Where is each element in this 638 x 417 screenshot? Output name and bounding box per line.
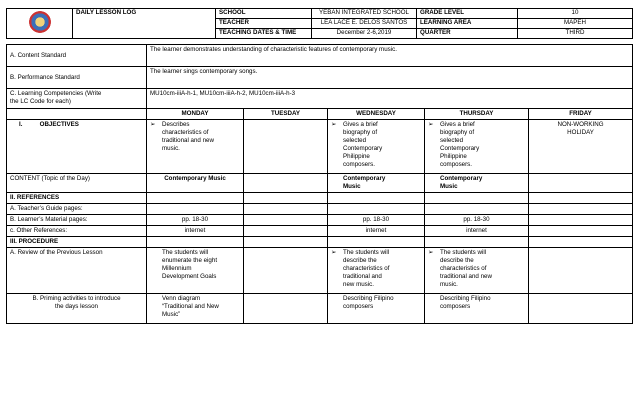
- bullet-arrow-icon: ➢: [331, 249, 337, 256]
- review-line: Development Goals: [162, 273, 217, 280]
- bullet-arrow-icon: ➢: [428, 121, 434, 128]
- review-line: enumerate the eight: [162, 257, 218, 264]
- priming-thursday: [425, 294, 529, 324]
- lm-pages-monday: pp. 18-30: [147, 215, 244, 226]
- priming-line: Describing Filipino: [343, 295, 394, 302]
- review-line: music.: [440, 281, 458, 288]
- teaching-dates-value: December 2-6,2019: [312, 29, 417, 39]
- holiday-line: HOLIDAY: [567, 129, 594, 136]
- competencies-label-line1: C. Learning Competencies (Write: [10, 90, 102, 97]
- bullet-arrow-icon: ➢: [150, 121, 156, 128]
- review-line: describe the: [440, 257, 474, 264]
- review-line: describe the: [343, 257, 377, 264]
- bullet-arrow-icon: ➢: [428, 249, 434, 256]
- references-heading: II. REFERENCES: [7, 193, 147, 204]
- learning-area-value: MAPEH: [518, 19, 633, 29]
- review-tuesday: [244, 248, 328, 294]
- grade-level-value: 10: [518, 9, 633, 19]
- objective-line: selected: [440, 137, 464, 144]
- content-monday: Contemporary Music: [147, 174, 244, 193]
- objective-line: Contemporary: [343, 145, 383, 152]
- review-wednesday: [328, 248, 425, 294]
- content-tuesday: [244, 174, 328, 193]
- content-friday: [529, 174, 633, 193]
- priming-line: Music”: [162, 311, 181, 318]
- teacher-guide-label: A. Teacher’s Guide pages:: [7, 204, 147, 215]
- day-header-friday: FRIDAY: [529, 109, 633, 120]
- objective-line: Gives a brief: [343, 121, 378, 128]
- performance-standard-label: B. Performance Standard: [7, 67, 147, 89]
- day-header-thursday: THURSDAY: [425, 109, 529, 120]
- lesson-table: [6, 44, 633, 324]
- other-ref-monday: internet: [147, 226, 244, 237]
- day-header-blank: [7, 109, 147, 120]
- priming-line: composers: [343, 303, 374, 310]
- lm-pages-wednesday: pp. 18-30: [328, 215, 425, 226]
- day-header-monday: MONDAY: [147, 109, 244, 120]
- other-ref-thursday: internet: [425, 226, 529, 237]
- objective-line: composers.: [343, 161, 375, 168]
- objective-line: selected: [343, 137, 367, 144]
- learner-material-label: B. Learner’s Material pages:: [7, 215, 147, 226]
- procedure-heading: III. PROCEDURE: [7, 237, 147, 248]
- quarter-label: QUARTER: [417, 29, 518, 39]
- objectives-friday: [529, 120, 633, 174]
- objective-line: composers.: [440, 161, 472, 168]
- priming-label-line2: the days lesson: [55, 303, 98, 310]
- objective-line: biography of: [343, 129, 378, 136]
- objectives-monday: [147, 120, 244, 174]
- bullet-arrow-icon: ➢: [331, 121, 337, 128]
- content-standard-value: The learner demonstrates understanding of characteristic features of contemporary music.: [147, 45, 633, 67]
- other-references-label: c. Other References:: [7, 226, 147, 237]
- grade-level-label: GRADE LEVEL: [417, 9, 518, 19]
- review-line: characteristics of: [440, 265, 487, 272]
- content-thursday: [425, 174, 529, 193]
- content-standard-label: A. Content Standard: [7, 45, 147, 67]
- objective-line: Philippine: [343, 153, 370, 160]
- school-label: SCHOOL: [216, 9, 312, 19]
- review-line: traditional and new: [440, 273, 492, 280]
- objective-line: Describes: [162, 121, 190, 128]
- priming-line: Venn diagram: [162, 295, 201, 302]
- review-label: A. Review of the Previous Lesson: [7, 248, 147, 294]
- priming-friday: [529, 294, 633, 324]
- content-line: Music: [343, 183, 361, 190]
- priming-line: “Traditional and New: [162, 303, 219, 310]
- deped-logo: [7, 9, 73, 39]
- performance-standard-value: The learner sings contemporary songs.: [147, 67, 633, 89]
- review-thursday: [425, 248, 529, 294]
- priming-line: composers: [440, 303, 471, 310]
- teacher-value: LEA LACE E. DELOS SANTOS: [312, 19, 417, 29]
- review-line: The students will: [162, 249, 209, 256]
- priming-tuesday: [244, 294, 328, 324]
- day-header-wednesday: WEDNESDAY: [328, 109, 425, 120]
- objectives-label: I. OBJECTIVES: [7, 120, 147, 174]
- content-line: Contemporary: [343, 175, 386, 182]
- objectives-tuesday: [244, 120, 328, 174]
- content-line: Contemporary: [440, 175, 483, 182]
- other-ref-wednesday: internet: [328, 226, 425, 237]
- objective-line: Philippine: [440, 153, 467, 160]
- learning-area-label: LEARNING AREA: [417, 19, 518, 29]
- review-monday: [147, 248, 244, 294]
- priming-label: [7, 294, 147, 324]
- lm-pages-thursday: pp. 18-30: [425, 215, 529, 226]
- content-wednesday: [328, 174, 425, 193]
- header-table: [6, 8, 633, 39]
- page-title: DAILY LESSON LOG: [73, 9, 216, 39]
- objective-line: music.: [162, 145, 180, 152]
- review-line: The students will: [440, 249, 487, 256]
- teacher-label: TEACHER: [216, 19, 312, 29]
- competencies-value: MU10cm-iiiA-h-1, MU10cm-iiiA-h-2, MU10cm-iiiA-h-3: [147, 89, 633, 109]
- objective-line: traditional and new: [162, 137, 214, 144]
- competencies-label-line2: the LC Code for each): [10, 98, 71, 105]
- review-line: new music.: [343, 281, 374, 288]
- review-friday: [529, 248, 633, 294]
- priming-monday: [147, 294, 244, 324]
- content-topic-label: CONTENT (Topic of the Day): [7, 174, 147, 193]
- priming-line: Describing Filipino: [440, 295, 491, 302]
- seal-icon: [29, 11, 51, 33]
- priming-wednesday: [328, 294, 425, 324]
- review-line: Millennium: [162, 265, 192, 272]
- daily-lesson-log: [6, 8, 632, 324]
- review-line: The students will: [343, 249, 390, 256]
- objectives-thursday: [425, 120, 529, 174]
- quarter-value: THIRD: [518, 29, 633, 39]
- objective-line: characteristics of: [162, 129, 209, 136]
- objective-line: Gives a brief: [440, 121, 475, 128]
- competencies-label: [7, 89, 147, 109]
- objective-line: biography of: [440, 129, 475, 136]
- holiday-line: NON-WORKING: [557, 121, 604, 128]
- content-line: Music: [440, 183, 458, 190]
- objectives-wednesday: [328, 120, 425, 174]
- teaching-dates-label: TEACHING DATES & TIME: [216, 29, 312, 39]
- school-value: YEBAN INTEGRATED SCHOOL: [312, 9, 417, 19]
- review-line: characteristics of: [343, 265, 390, 272]
- priming-label-line1: B. Priming activities to introduce: [32, 295, 121, 302]
- review-line: traditional and: [343, 273, 382, 280]
- objective-line: Contemporary: [440, 145, 480, 152]
- day-header-tuesday: TUESDAY: [244, 109, 328, 120]
